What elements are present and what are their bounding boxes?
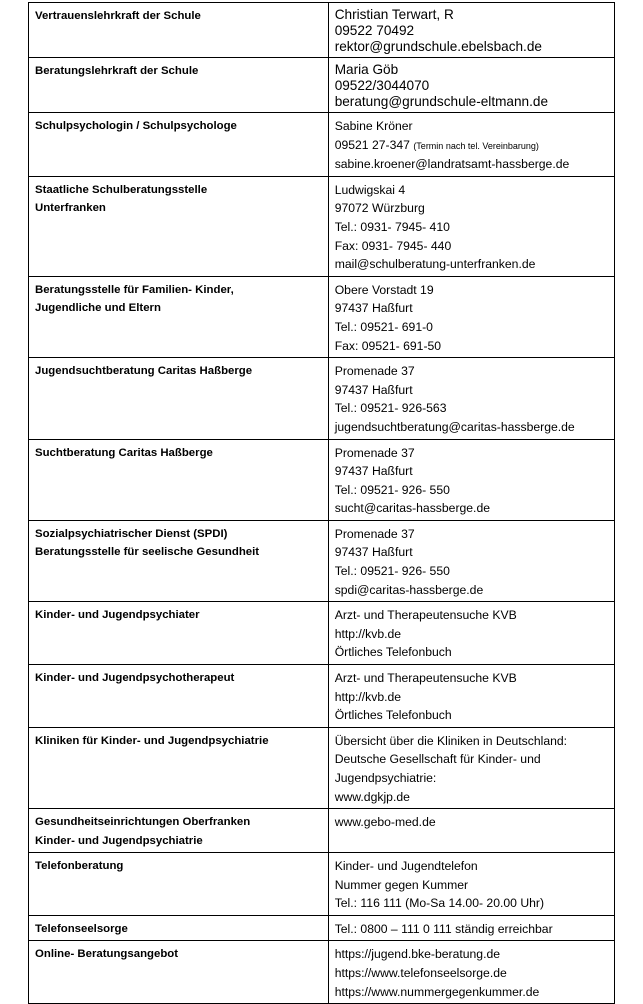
contact-label: Telefonberatung <box>35 860 124 872</box>
contact-info-text: Tel.: 09521- 926-563 <box>334 401 447 416</box>
contact-info-cell <box>328 113 614 177</box>
table-row <box>29 439 615 520</box>
table-row <box>29 276 615 357</box>
contact-info-text: spdi@caritas-hassberge.de <box>334 582 484 597</box>
contact-info-line <box>335 481 608 500</box>
contact-info-line <box>335 750 608 769</box>
contact-info-line <box>335 362 608 381</box>
contact-info-cell <box>328 520 614 601</box>
contact-info-line <box>335 7 608 23</box>
contact-info-line <box>335 688 608 707</box>
contact-label-cell <box>29 809 329 853</box>
contact-info-line <box>335 669 608 688</box>
contact-label: Kinder- und Jugendpsychiater <box>35 609 200 622</box>
contact-label-cell <box>29 915 329 941</box>
contact-info-text: Sabine Kröner <box>334 119 413 133</box>
contact-info-line <box>335 857 608 876</box>
contact-label: Beratungsstelle für Familien- Kinder, <box>35 283 234 296</box>
contact-info-text: rektor@grundschule.ebelsbach.de <box>334 39 542 54</box>
contact-label: Jugendsuchtberatung Caritas Haßberge <box>35 365 253 378</box>
contact-info-text: Promenade 37 <box>334 526 415 541</box>
contact-info-text: Tel.: 0800 – 111 0 111 ständig erreichbar <box>334 921 553 936</box>
contact-info-line <box>335 769 608 788</box>
contact-label-cell <box>29 276 329 357</box>
contact-info-line <box>335 237 608 256</box>
contact-info-cell <box>328 665 614 728</box>
contact-label: Sozialpsychiatrischer Dienst (SPDI) <box>35 527 228 540</box>
contact-info-line <box>335 337 608 356</box>
contact-label: Gesundheitseinrichtungen Oberfranken <box>35 816 251 829</box>
table-row <box>29 3 615 58</box>
contact-info-line <box>335 381 608 400</box>
contact-label-cell <box>29 358 329 439</box>
contact-info-line <box>335 581 608 600</box>
table-row <box>29 665 615 728</box>
contact-info-line <box>335 218 608 237</box>
contact-info-line <box>335 399 608 418</box>
contact-info-text: http://kvb.de <box>334 626 402 641</box>
contact-label: Vertrauenslehrkraft der Schule <box>35 10 201 22</box>
contact-info-line <box>335 876 608 895</box>
contact-info-cell <box>328 439 614 520</box>
contact-info-text: https://www.nummergegenkummer.de <box>334 984 540 999</box>
contact-label: Beratungsstelle für seelische Gesundheit <box>35 546 260 559</box>
contact-info-cell <box>328 727 614 808</box>
contact-label-cell <box>29 3 329 58</box>
contact-label-cell <box>29 520 329 601</box>
contact-label: Kinder- und Jugendpsychotherapeut <box>35 672 235 685</box>
contact-info-text: mail@schulberatung-unterfranken.de <box>334 257 536 272</box>
contact-info-text: Nummer gegen Kummer <box>334 877 469 892</box>
contact-info-text: Ludwigskai 4 <box>334 182 406 197</box>
contact-info-line <box>335 706 608 725</box>
contact-info-text: Promenade 37 <box>334 445 415 460</box>
table-row <box>29 727 615 808</box>
contact-label: Beratungslehrkraft der Schule <box>35 65 199 77</box>
contact-info-line <box>335 418 608 437</box>
contact-info-line <box>335 964 608 983</box>
contact-info-text: 09522 70492 <box>334 23 415 38</box>
contact-info-line <box>335 813 608 832</box>
contact-label-cell <box>29 853 329 916</box>
contact-label-cell <box>29 439 329 520</box>
contact-info-cell <box>328 176 614 276</box>
contact-info-text: 97437 Haßfurt <box>334 301 413 316</box>
contact-label: Telefonseelsorge <box>35 922 128 935</box>
table-row <box>29 809 615 853</box>
contact-label: Jugendliche und Eltern <box>35 302 161 315</box>
contact-info-text: https://www.telefonseelsorge.de <box>334 965 507 980</box>
contact-info-line <box>335 281 608 300</box>
contact-info-line <box>335 94 608 110</box>
contact-info-line <box>335 625 608 644</box>
appointment-note: (Termin nach tel. Vereinbarung) <box>413 140 539 151</box>
contact-info-cell <box>328 915 614 941</box>
contact-info-text: 97437 Haßfurt <box>334 464 413 479</box>
contact-info-text: Fax: 09521- 691-50 <box>334 338 442 353</box>
contact-info-text: 97437 Haßfurt <box>334 545 413 560</box>
contact-info-text: Deutsche Gesellschaft für Kinder- und <box>334 752 541 767</box>
contact-info-text: Christian Terwart, R <box>334 7 454 22</box>
contact-info-line <box>335 543 608 562</box>
contact-info-cell <box>328 3 614 58</box>
contact-info-text: Maria Göb <box>334 62 399 77</box>
contact-info-line <box>335 299 608 318</box>
contact-label-cell <box>29 58 329 113</box>
contact-info-line <box>335 562 608 581</box>
contact-label: Schulpsychologin / Schulpsychologe <box>35 120 237 132</box>
table-row <box>29 602 615 665</box>
contact-info-cell <box>328 276 614 357</box>
contact-info-text: Örtliches Telefonbuch <box>334 708 452 723</box>
contact-info-line <box>335 920 608 939</box>
contact-label-cell <box>29 176 329 276</box>
contact-info-line <box>335 606 608 625</box>
contact-info-line <box>335 499 608 518</box>
contact-info-line <box>335 39 608 55</box>
contact-info-line <box>335 155 608 174</box>
contact-info-text: jugendsuchtberatung@caritas-hassberge.de <box>334 419 575 434</box>
contact-label: Staatliche Schulberatungsstelle <box>35 183 208 196</box>
contact-info-line <box>335 199 608 218</box>
table-row <box>29 520 615 601</box>
table-body <box>29 3 615 1004</box>
table-row <box>29 113 615 177</box>
contact-label-cell <box>29 113 329 177</box>
table-row <box>29 176 615 276</box>
contact-info-line <box>335 78 608 94</box>
contact-info-text: 09521 27-347 <box>334 137 410 152</box>
contact-info-line <box>335 117 608 136</box>
contact-info-line <box>335 945 608 964</box>
contact-info-text: Tel.: 0931- 7945- 410 <box>334 219 450 234</box>
contact-info-text: sabine.kroener@landratsamt-hassberge.de <box>334 157 570 172</box>
contact-info-line <box>335 983 608 1002</box>
contact-info-line <box>335 23 608 39</box>
contact-info-cell <box>328 358 614 439</box>
contact-info-line <box>335 462 608 481</box>
contact-info-line <box>335 732 608 751</box>
contact-label-cell <box>29 602 329 665</box>
contact-info-line <box>335 525 608 544</box>
contact-info-text: https://jugend.bke-beratung.de <box>334 947 501 962</box>
contact-info-text: sucht@caritas-hassberge.de <box>334 501 491 516</box>
contact-info-text: beratung@grundschule-eltmann.de <box>334 94 548 109</box>
contact-info-cell <box>328 853 614 916</box>
contact-label-cell <box>29 941 329 1004</box>
contact-info-text: www.gebo-med.de <box>334 815 436 830</box>
contact-info-text: 97072 Würzburg <box>334 201 425 216</box>
contact-info-text: Kinder- und Jugendtelefon <box>334 859 478 873</box>
contact-info-text: Örtliches Telefonbuch <box>334 645 452 660</box>
table-row <box>29 941 615 1004</box>
contact-info-line <box>335 136 608 156</box>
contact-info-line <box>335 62 608 78</box>
contact-info-text: http://kvb.de <box>334 689 402 704</box>
contact-label: Kinder- und Jugendpsychiatrie <box>35 834 203 847</box>
contact-info-cell <box>328 941 614 1004</box>
contact-label: Unterfranken <box>35 202 106 215</box>
table-row <box>29 58 615 113</box>
contact-info-text: Obere Vorstadt 19 <box>334 282 434 297</box>
contact-info-text: 97437 Haßfurt <box>334 382 413 397</box>
contact-info-text: Promenade 37 <box>334 364 415 379</box>
contact-info-text: Arzt- und Therapeutensuche KVB <box>334 671 517 686</box>
contact-info-text: Tel.: 116 111 (Mo-Sa 14.00- 20.00 Uhr) <box>334 896 545 911</box>
contact-info-text: Tel.: 09521- 926- 550 <box>334 564 450 579</box>
contact-info-text: Tel.: 09521- 926- 550 <box>334 482 450 497</box>
contact-info-text: 09522/3044070 <box>334 78 430 93</box>
contact-info-cell <box>328 809 614 853</box>
contact-label: Suchtberatung Caritas Haßberge <box>35 446 213 459</box>
contact-info-line <box>335 181 608 200</box>
contact-info-cell <box>328 58 614 113</box>
table-row <box>29 853 615 916</box>
contact-info-line <box>335 444 608 463</box>
contact-info-text: www.dgkjp.de <box>334 789 410 804</box>
contact-info-line <box>335 318 608 337</box>
contact-label: Online- Beratungsangebot <box>35 948 179 961</box>
contact-info-text: Jugendpsychiatrie: <box>334 771 437 785</box>
contact-info-line <box>335 894 608 913</box>
table-row <box>29 358 615 439</box>
contact-info-line <box>335 788 608 807</box>
contact-info-cell <box>328 602 614 665</box>
contact-info-line <box>335 643 608 662</box>
contact-info-text: Fax: 0931- 7945- 440 <box>334 238 452 253</box>
contact-table <box>28 2 615 1004</box>
contact-label-cell <box>29 727 329 808</box>
contact-info-text: Tel.: 09521- 691-0 <box>334 319 433 334</box>
contact-info-text: Übersicht über die Kliniken in Deutschland: <box>334 733 568 748</box>
contact-label-cell <box>29 665 329 728</box>
contact-label: Kliniken für Kinder- und Jugendpsychiatrie <box>35 734 269 747</box>
contact-info-text: Arzt- und Therapeutensuche KVB <box>334 608 517 623</box>
table-row <box>29 915 615 941</box>
contact-info-line <box>335 255 608 274</box>
